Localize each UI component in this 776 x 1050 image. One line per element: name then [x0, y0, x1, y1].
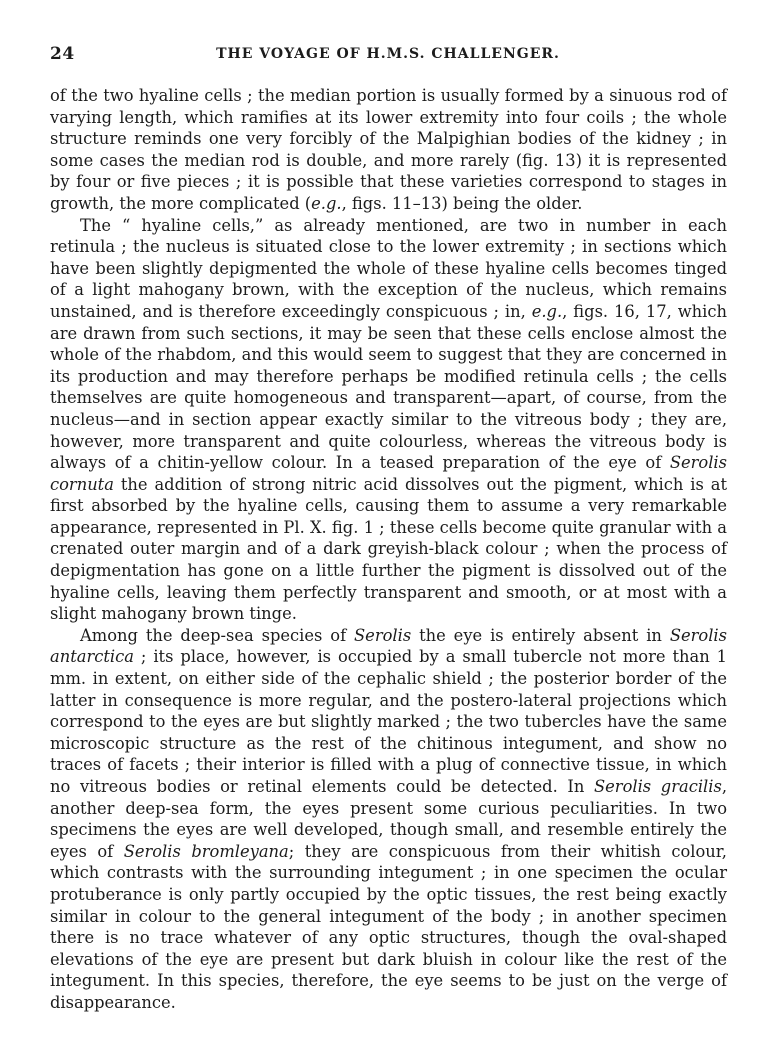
text-run: , figs. 16, 17, which are drawn from such sections, it may be seen that these cells enclose almost the whole of the rhabdom, and this would seem to suggest that they are concerned in its production and may therefore perhaps be modified retinula cells ; the cells themselves are quite homogeneous and transparent—apart, of course, from the nucleus—and in section appear exactly similar to the vitreous body ; they are, however, more transparent and quite colourless, whereas the vitreous body is always of a chitin-yellow colour. In a teased preparation of the eye of: [50, 301, 727, 473]
italic-text-run: Serolis gracilis: [594, 777, 722, 796]
italic-text-run: e.g.: [311, 193, 342, 213]
text-run: ; its place, however, is occupied by a small tubercle not more than 1 mm. in extent, on either side of the cephalic shield ; the posterior border of the latter in consequence is more regular, and the postero-lateral projections which correspond to the eyes are but slightly marked ; the two tubercles have the same microscopic structure as the rest of the chitinous integument, and show no traces of facets ; their interior is filled with a plug of connective tissue, in which no vitreous bodies or retinal elements could be detected. In: [50, 647, 727, 796]
paragraph-3: [50, 625, 727, 1014]
italic-text-run: Serolis: [354, 625, 412, 645]
italic-text-run: Serolis cornuta: [50, 453, 727, 494]
page-number: 24: [50, 44, 75, 64]
text-run: of the two hyaline cells ; the median portion is usually formed by a sinuous rod of varying length, which ramifies at its lower extremity into four coils ; the whole structure reminds one very forcibly of the Malpighian bodies of the kidney ; in some cases the median rod is double, and more rarely (fig. 13) it is represented by four or five pieces ; it is possible that these varieties correspond to stages in growth, the more complicated (: [50, 86, 727, 213]
text-run: The “ hyaline cells,” as already mentioned, are two in number in each retinula ; the nucleus is situated close to the lower extremity ; in sections which have been slightly depigmented the whole of these hyaline cells becomes tinged of a light mahogany brown, with the exception of the nucleus, which remains unstained, and is therefore exceedingly conspicuous ; in,: [50, 215, 727, 321]
text-run: , another deep-sea form, the eyes present some curious peculiarities. In two specimens the eyes are well developed, though small, and resemble entirely the eyes of: [50, 777, 728, 861]
italic-text-run: Serolis bromleyana: [123, 841, 289, 861]
text-run: , figs. 11–13) being the older.: [341, 193, 583, 213]
text-run: ; they are conspicuous from their whitish colour, which contrasts with the surrounding integument ; in one specimen the ocular protuberance is only partly occupied by the optic tissues, the rest being exactly similar in colour to the general integument of the body ; in another specimen there is no trace whatever of any optic structures, though the oval-shaped elevations of the eye are present but dark bluish in colour like the rest of the integument. In this species, therefore, the eye seems to be just on the verge of disappearance.: [50, 841, 727, 1012]
italic-text-run: Serolis antarctica: [50, 625, 727, 667]
paragraph-1: [50, 85, 727, 215]
italic-text-run: e.g.: [531, 301, 563, 321]
body-text: [50, 85, 727, 1014]
text-run: the addition of strong nitric acid dissolves out the pigment, which is at first absorbed by the hyaline cells, causing them to assume a very remarkable appearance, represented in Pl. X. fig. 1 ; these cells become quite granular with a crenated outer margin and of a dark greyish-black colour ; when the process of depigmentation has gone on a little further the pigment is dissolved out of the hyaline cells, leaving them perfectly transparent and smooth, or at most with a slight mahogany brown tinge.: [50, 474, 727, 624]
text-run: the eye is entirely absent in: [411, 625, 670, 645]
text-run: Among the deep-sea species of: [80, 625, 355, 645]
running-head: THE VOYAGE OF H.M.S. CHALLENGER.: [216, 46, 560, 62]
paragraph-2: [50, 215, 727, 625]
